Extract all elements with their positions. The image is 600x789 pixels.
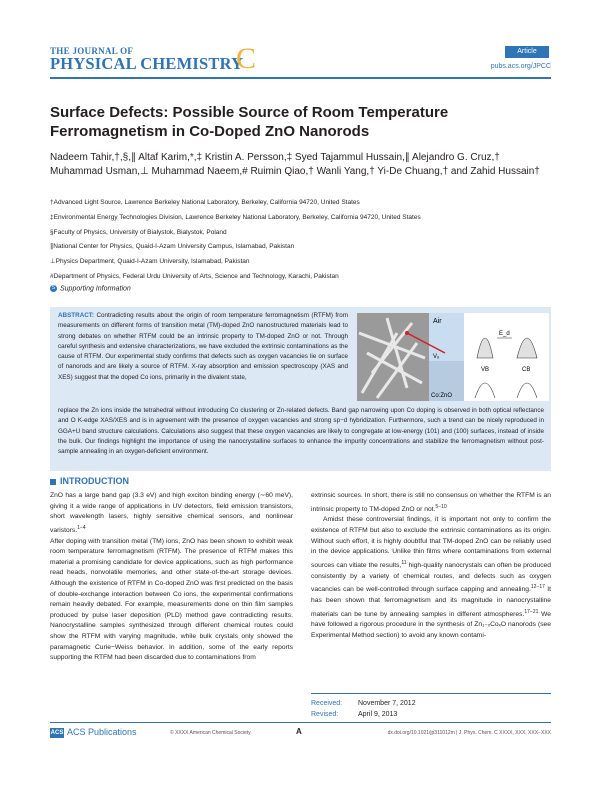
affiliation: ∥National Center for Physics, Quaid-I-Azam University Campus, Islamabad, Pakistan: [50, 243, 295, 251]
publication-dates: [311, 698, 416, 720]
supporting-information-link[interactable]: [50, 285, 131, 292]
revised-date: [311, 709, 416, 720]
air-label: Air: [433, 318, 442, 325]
affiliation: ‡Environmental Energy Technologies Division, Lawrence Berkeley National Laboratory, Berkeley, California 94720, United States: [50, 213, 421, 221]
vb-label: VB: [481, 367, 490, 373]
section-marker-icon: [50, 479, 56, 485]
author-list: Nadeem Tahir,†,§,∥ Altaf Karim,*,‡ Kristin A. Persson,‡ Syed Tajammul Hussain,∥ Alejandro G. Cruz,† Muhammad Usman,⊥ Muhammad Naeem,# Ruimin Qiao,† Wanli Yang,† Yi-De Chuang,† and Zahid Hussain†: [50, 152, 540, 177]
affiliation: †Advanced Light Source, Lawrence Berkeley National Laboratory, Berkeley, California 94720, United States: [50, 199, 360, 206]
abstract-part1: Contradicting results about the origin of room temperature ferromagnetism (RTFM) from measurements on different forms of transition metal (TM)-doped ZnO nanostructured materials lead to strong debates on whether RTFM could be an intrinsic property to TM-doped ZnO or not. Through careful synthesis and extensive characterizations, we have excluded the extrinsic contaminations as the cause of RTFM. Our experimental study confirms that defects such as oxygen vacancies lie on surface of nanorods and are likely a source of RTFM. X-ray absorption and emission spectroscopy (XAS and XES) suggest that the doped Co ions, primarily in the divalent state,: [58, 312, 348, 381]
revised-label: Revised:: [311, 711, 339, 718]
received-label: Received:: [311, 700, 343, 707]
body-column-right: [311, 491, 551, 642]
vo-label: Vₒ: [433, 354, 440, 360]
abstract-text-top: [58, 311, 348, 383]
publisher-name: ACS Publications: [67, 727, 137, 737]
cb-curve: [517, 383, 537, 398]
body-column-left: [50, 491, 293, 664]
dos-peak-2: [517, 338, 537, 358]
received-date: [311, 698, 416, 709]
cb-label: CB: [522, 367, 531, 373]
revised-value: April 9, 2013: [358, 711, 398, 718]
paragraph: After doping with transition metal (TM) ions, ZnO has been shown to exhibit weak room temperature ferromagnetism (RTFM). The presence of RTFM makes this material a promising candidate for device applications, such as high performance read heads, nonvolatile memories, and other state-of-the-art storage devices. Although the existence of RTFM in Co-doped ZnO was first predicted on the basis of double-exchange interaction between Co ions, the experimental confirmations remain heavily debated. For example, measurements done on thin film samples produced by pulse laser deposition (PLD) method gave contradicting results. Nanocrystalline samples synthesized through different chemical routes could show the RTFM with varying magnitude, while bulk crystals only showed the paramagnetic Curie−Weiss behavior. In addition, some of the early reports supporting the RTFM had been discarded due to contaminations from: [50, 537, 293, 662]
paragraph: [50, 491, 293, 537]
citation[interactable]: 1−4: [77, 524, 86, 531]
paragraph: [311, 491, 551, 515]
supporting-info-label: Supporting Information: [60, 285, 131, 293]
affiliations: [50, 196, 555, 285]
journal-url[interactable]: pubs.acs.org/JPCC: [490, 63, 551, 70]
paragraph: [311, 515, 551, 641]
intro-paragraph-cont: extrinsic sources. In short, there is still no consensus on whether the RTFM is an intrinsic property to TM-doped ZnO or not.: [311, 492, 551, 513]
introduction-heading-text: INTRODUCTION: [60, 476, 129, 486]
page-number: A: [296, 727, 302, 736]
toc-graphic-svg: [357, 313, 549, 401]
intro-paragraph-2a: Amidst these controversial findings, it is important not only to confirm the existence of RTFM but also to exclude the extrinsic contaminations as its origin. Without such effort, it is highly doubtful that TM-doped ZnO can be reliably used in the device applications. Unlike thin films where contaminations from external sources can vitiate the results,: [311, 516, 551, 570]
copyright: © XXXX American Chemical Society: [170, 730, 251, 736]
journal-name: PHYSICAL CHEMISTRY: [50, 54, 244, 73]
toc-graphic: [357, 313, 549, 401]
intro-paragraph-2b: high-quality nanocrystals can often be produced consistently by a variety of chemical routes, and defects such as oxygen vacancies can be well-controlled through surface capping and annealing.: [311, 562, 552, 594]
abstract-heading: ABSTRACT:: [58, 312, 95, 319]
vb-curve: [475, 383, 495, 398]
journal-letter: C: [236, 42, 257, 75]
citation[interactable]: 5−10: [435, 503, 447, 510]
citation[interactable]: 11: [401, 559, 407, 566]
citation[interactable]: 17−21: [524, 608, 539, 615]
received-value: November 7, 2012: [358, 700, 416, 707]
intro-paragraph-1: ZnO has a large band gap (3.3 eV) and high exciton binding energy (∼60 meV), giving it a wide range of applications in UV detectors, field emission transistors, short wavelength lasers, highly sensitive chemical sensors, and nonlinear varistors.: [50, 492, 293, 535]
intro-paragraph-2c: It has been shown that ferromagnetism and its magnitude in nanocrystalline materials can be tune by annealing samples in different atmospheres.: [311, 586, 551, 618]
article-type-badge: Article: [505, 46, 549, 58]
ed-label: E_d: [499, 331, 510, 337]
introduction-heading: [50, 476, 129, 486]
dos-peak-1: [477, 338, 493, 358]
coznO-label: Co:ZnO: [431, 393, 453, 399]
affiliation: ⊥Physics Department, Quaid-I-Azam University, Islamabad, Pakistan: [50, 258, 250, 266]
abstract-text-bottom: replace the Zn ions inside the tetrahedral without introducing Co clustering or Zn-related defects. Band gap narrowing upon Co doping is observed in both optical reflectance and O K-edge XAS/XES and is in agreement with the presence of oxygen vacancies and strong sp−d hybridization. Furthermore, such a trend can be nicely reproduced in GGA+U band structure calculations. Calculations also suggest that these oxygen vacancies are likely to congregate at low-energy (101) and (100) surfaces, instead of inside the bulk. Our findings highlight the importance of using the nanocrystalline surfaces to enhance the impurity concentrations and stabilize the ferromagnetism without post-sample annealing in an oxygen-deficient environment.: [58, 407, 544, 456]
journal-name-top: THE JOURNAL OF: [50, 46, 134, 56]
publisher-logo: [50, 727, 137, 738]
red-dot: [405, 331, 409, 335]
affiliation: #Department of Physics, Federal Urdu University of Arts, Science and Technology, Karachi, Pakistan: [50, 272, 339, 280]
acs-logo-icon: ACS: [50, 729, 64, 736]
citation[interactable]: 12−17: [530, 584, 545, 591]
affiliation: §Faculty of Physics, University of Bialystok, Bialystok, Poland: [50, 228, 227, 236]
paper-title: Surface Defects: Possible Source of Room Temperature Ferromagnetism in Co-Doped ZnO Nanorods: [50, 104, 449, 140]
header-divider: [50, 77, 551, 79]
supporting-info-icon: S: [51, 285, 56, 291]
doi-citation[interactable]: dx.doi.org/10.1021/jp311012m | J. Phys. Chem. C XXXX, XXX, XXX−XXX: [387, 730, 551, 736]
footer-divider: [50, 722, 551, 723]
intro-paragraph-2d: We have followed a rigorous procedure in the synthesis of Zn₁₋ₓCoₓO nanorods (see Experimental Method section) to avoid any known contami-: [311, 610, 551, 640]
dates-divider: [311, 693, 551, 694]
